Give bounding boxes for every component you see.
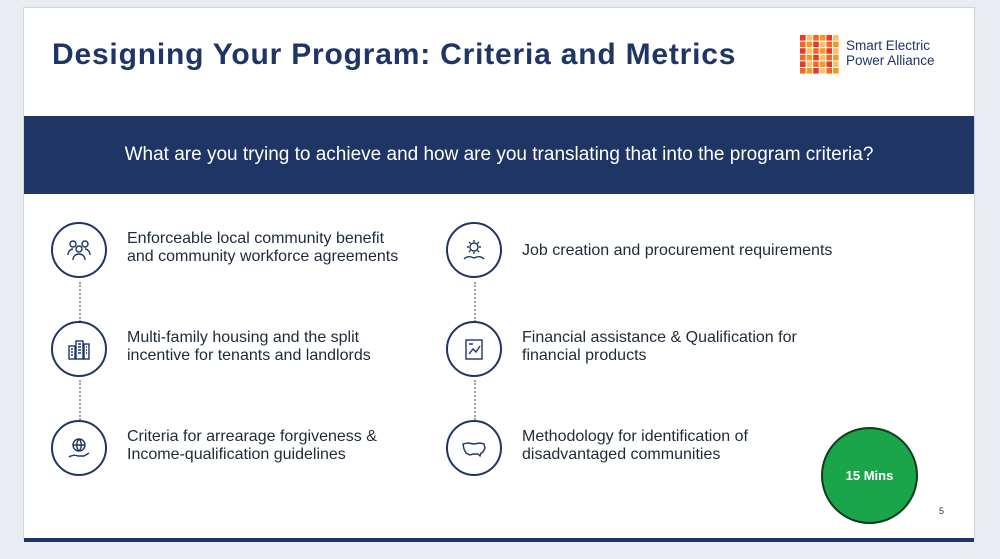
community-people-icon [51,222,107,278]
logo-square [800,68,806,74]
criteria-item-financial-assistance [446,321,866,381]
logo-square [820,48,826,54]
logo-text-line2: Power Alliance [846,53,935,68]
logo-square [820,68,826,74]
logo-square [813,68,819,74]
logo-grid-icon [800,35,840,75]
criteria-item-job-creation [446,222,866,282]
logo-square [820,35,826,41]
item-1-line2: and community workforce agreements [127,248,399,265]
banner-text: What are you trying to achieve and how are you translating that into the program criteria? [124,144,874,165]
logo-square [813,61,819,67]
logo-square [826,61,832,67]
logo-square [807,55,813,61]
logo-square [833,68,839,74]
logo-square [800,61,806,67]
logo-square [800,55,806,61]
item-6-line1: Methodology for identification of [522,428,748,445]
logo-square [826,42,832,48]
criteria-item-arrearage [51,420,471,480]
item-5-line1: Criteria for arrearage forgiveness & [127,428,377,445]
logo-square [820,55,826,61]
buildings-icon [51,321,107,377]
item-4-line2: financial products [522,347,647,364]
logo-square [807,42,813,48]
timer-badge [821,427,918,524]
question-banner [24,116,974,194]
logo-square [807,48,813,54]
criteria-item-multifamily [51,321,471,381]
logo-square [826,35,832,41]
logo-text-line1: Smart Electric [846,38,931,53]
item-3-line2: incentive for tenants and landlords [127,347,371,364]
sepa-logo [800,35,960,75]
globe-hand-icon [51,420,107,476]
logo-square [826,48,832,54]
logo-square [826,55,832,61]
connector-left-2 [79,380,81,420]
gear-hands-icon [446,222,502,278]
item-6-line2: disadvantaged communities [522,446,721,463]
connector-right-2 [474,380,476,420]
logo-square [807,61,813,67]
logo-square [820,61,826,67]
us-map-icon [446,420,502,476]
item-4-line1: Financial assistance & Qualification for [522,329,797,346]
logo-square [807,35,813,41]
item-5-line2: Income-qualification guidelines [127,446,346,463]
logo-square [833,42,839,48]
item-1-line1: Enforceable local community benefit [127,230,385,247]
slide-title: Designing Your Program: Criteria and Metrics [52,38,737,71]
connector-left-1 [79,282,81,322]
logo-square [813,42,819,48]
item-3-line1: Multi-family housing and the split [127,329,360,346]
timer-label: 15 Mins [845,468,894,483]
logo-square [800,42,806,48]
logo-square [833,48,839,54]
logo-square [813,55,819,61]
item-2-line1: Job creation and procurement requirements [522,242,833,259]
logo-square [800,35,806,41]
logo-square [833,61,839,67]
logo-square [826,68,832,74]
logo-square [800,48,806,54]
criteria-item-disadvantaged-communities [446,420,866,480]
slide [24,8,974,538]
logo-square [833,35,839,41]
criteria-item-community-benefit [51,222,471,282]
logo-square [813,35,819,41]
logo-square [807,68,813,74]
connector-right-1 [474,282,476,322]
page-number: 5 [939,506,945,516]
logo-square [820,42,826,48]
financial-document-icon [446,321,502,377]
logo-square [813,48,819,54]
bottom-rule [24,538,974,542]
logo-square [833,55,839,61]
